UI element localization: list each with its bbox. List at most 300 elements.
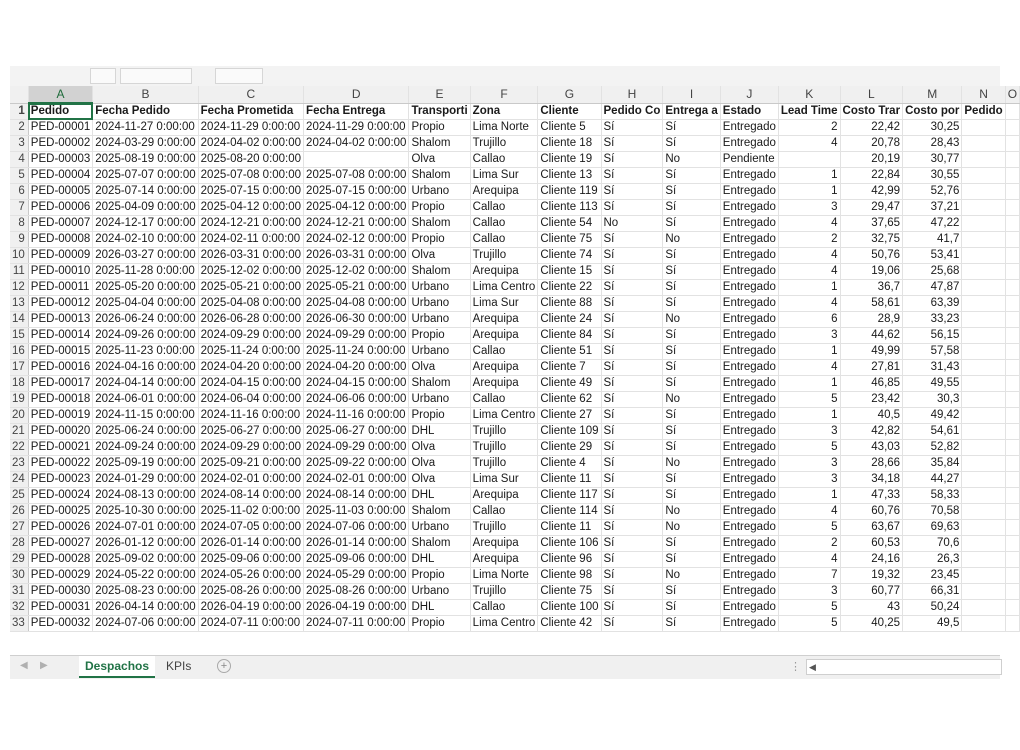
table-cell[interactable]: Sí — [601, 456, 663, 472]
table-cell[interactable]: Cliente 29 — [538, 440, 601, 456]
row-number[interactable]: 16 — [10, 344, 28, 360]
table-cell[interactable]: 2024-11-16 0:00:00 — [198, 408, 303, 424]
table-cell[interactable]: 24,16 — [840, 552, 903, 568]
table-cell[interactable] — [962, 568, 1005, 584]
table-cell[interactable]: 2024-05-29 0:00:00 — [304, 568, 409, 584]
table-cell[interactable]: Sí — [663, 408, 720, 424]
table-cell[interactable] — [962, 584, 1005, 600]
table-cell[interactable]: 50,24 — [903, 600, 962, 616]
table-cell[interactable]: Sí — [663, 584, 720, 600]
table-cell[interactable]: Trujillo — [470, 248, 538, 264]
table-cell[interactable]: Sí — [601, 504, 663, 520]
table-cell[interactable]: 2024-12-17 0:00:00 — [93, 216, 198, 232]
row-number[interactable]: 26 — [10, 504, 28, 520]
table-cell[interactable] — [1005, 408, 1019, 424]
table-cell[interactable]: Cliente 22 — [538, 280, 601, 296]
table-cell[interactable]: Cliente 13 — [538, 168, 601, 184]
table-cell[interactable]: Cliente 109 — [538, 424, 601, 440]
table-cell[interactable]: Cliente 96 — [538, 552, 601, 568]
table-cell[interactable] — [1005, 264, 1019, 280]
table-cell[interactable]: 2026-03-31 0:00:00 — [198, 248, 303, 264]
table-cell[interactable]: Sí — [663, 424, 720, 440]
table-cell[interactable]: Entregado — [720, 408, 778, 424]
table-cell[interactable] — [962, 472, 1005, 488]
table-cell[interactable]: 52,76 — [903, 184, 962, 200]
column-header[interactable]: B — [93, 86, 198, 103]
table-cell[interactable] — [962, 520, 1005, 536]
table-cell[interactable] — [1005, 392, 1019, 408]
table-cell[interactable]: 2024-05-26 0:00:00 — [198, 568, 303, 584]
table-cell[interactable]: Lima Norte — [470, 568, 538, 584]
table-cell[interactable]: Sí — [601, 136, 663, 152]
horizontal-scrollbar[interactable] — [806, 659, 1002, 675]
table-cell[interactable]: 3 — [778, 472, 840, 488]
table-cell[interactable]: No — [663, 520, 720, 536]
table-cell[interactable]: Sí — [601, 440, 663, 456]
table-cell[interactable]: 50,76 — [840, 248, 903, 264]
table-cell[interactable]: Cliente 100 — [538, 600, 601, 616]
table-cell[interactable]: Arequipa — [470, 488, 538, 504]
table-cell[interactable]: Entregado — [720, 248, 778, 264]
table-cell[interactable]: 5 — [778, 600, 840, 616]
table-cell[interactable]: 1 — [778, 408, 840, 424]
row-number[interactable]: 19 — [10, 392, 28, 408]
table-cell[interactable]: 2024-05-22 0:00:00 — [93, 568, 198, 584]
table-cell[interactable]: Entregado — [720, 504, 778, 520]
column-header[interactable]: J — [720, 86, 778, 103]
table-cell[interactable]: No — [663, 568, 720, 584]
row-number[interactable]: 5 — [10, 168, 28, 184]
row-number[interactable]: 7 — [10, 200, 28, 216]
column-header[interactable]: I — [663, 86, 720, 103]
table-cell[interactable]: 4 — [778, 216, 840, 232]
table-cell[interactable]: Propio — [409, 328, 470, 344]
table-cell[interactable]: 2024-04-16 0:00:00 — [93, 360, 198, 376]
table-cell[interactable]: Entregado — [720, 392, 778, 408]
table-cell[interactable]: Sí — [663, 328, 720, 344]
table-cell[interactable] — [962, 168, 1005, 184]
table-cell[interactable]: Sí — [601, 616, 663, 632]
table-cell[interactable]: 2024-07-05 0:00:00 — [198, 520, 303, 536]
row-number[interactable]: 10 — [10, 248, 28, 264]
table-cell[interactable]: 6 — [778, 312, 840, 328]
table-cell[interactable]: 58,33 — [903, 488, 962, 504]
ribbon-tab[interactable] — [215, 68, 263, 84]
column-header[interactable]: C — [198, 86, 303, 103]
table-cell[interactable]: 2025-09-06 0:00:00 — [198, 552, 303, 568]
table-cell[interactable]: Sí — [601, 536, 663, 552]
table-cell[interactable] — [962, 488, 1005, 504]
table-cell[interactable]: 49,99 — [840, 344, 903, 360]
table-cell[interactable]: 2024-02-12 0:00:00 — [304, 232, 409, 248]
table-cell[interactable] — [1005, 152, 1019, 168]
table-cell[interactable] — [1005, 360, 1019, 376]
table-cell[interactable]: Entregado — [720, 440, 778, 456]
table-cell[interactable]: Olva — [409, 472, 470, 488]
table-cell[interactable]: Sí — [601, 600, 663, 616]
table-cell[interactable]: PED-00030 — [28, 584, 92, 600]
table-cell[interactable]: 1 — [778, 280, 840, 296]
table-cell[interactable]: 1 — [778, 488, 840, 504]
table-cell[interactable]: 2025-12-02 0:00:00 — [198, 264, 303, 280]
table-cell[interactable]: Sí — [663, 248, 720, 264]
table-cell[interactable]: 4 — [778, 264, 840, 280]
table-cell[interactable] — [962, 616, 1005, 632]
table-cell[interactable]: No — [663, 456, 720, 472]
table-cell[interactable]: Entregado — [720, 360, 778, 376]
table-cell[interactable]: 2024-04-02 0:00:00 — [304, 136, 409, 152]
table-cell[interactable] — [778, 152, 840, 168]
table-cell[interactable]: Callao — [470, 344, 538, 360]
row-number[interactable]: 28 — [10, 536, 28, 552]
table-cell[interactable]: Entregado — [720, 136, 778, 152]
table-cell[interactable]: 2025-07-08 0:00:00 — [198, 168, 303, 184]
table-cell[interactable]: 2026-01-14 0:00:00 — [198, 536, 303, 552]
table-cell[interactable]: Cliente 117 — [538, 488, 601, 504]
table-cell[interactable]: 2024-09-29 0:00:00 — [198, 440, 303, 456]
table-cell[interactable]: 4 — [778, 136, 840, 152]
table-cell[interactable] — [962, 232, 1005, 248]
header-cell[interactable]: Estado — [720, 103, 778, 120]
header-cell[interactable]: Pedido — [28, 103, 92, 120]
table-cell[interactable]: PED-00032 — [28, 616, 92, 632]
table-cell[interactable]: Cliente 11 — [538, 472, 601, 488]
table-cell[interactable]: 1 — [778, 376, 840, 392]
table-cell[interactable]: Cliente 51 — [538, 344, 601, 360]
table-cell[interactable] — [962, 248, 1005, 264]
table-cell[interactable]: 20,78 — [840, 136, 903, 152]
table-cell[interactable]: PED-00017 — [28, 376, 92, 392]
table-cell[interactable]: Arequipa — [470, 328, 538, 344]
table-cell[interactable]: 2024-04-02 0:00:00 — [198, 136, 303, 152]
table-cell[interactable] — [1005, 488, 1019, 504]
table-cell[interactable]: PED-00023 — [28, 472, 92, 488]
table-cell[interactable] — [1005, 456, 1019, 472]
table-cell[interactable]: Olva — [409, 440, 470, 456]
table-cell[interactable]: 2024-04-15 0:00:00 — [198, 376, 303, 392]
table-cell[interactable]: DHL — [409, 488, 470, 504]
table-cell[interactable]: PED-00008 — [28, 232, 92, 248]
table-cell[interactable]: Shalom — [409, 264, 470, 280]
table-cell[interactable]: Shalom — [409, 216, 470, 232]
table-cell[interactable]: Trujillo — [470, 520, 538, 536]
row-number[interactable]: 32 — [10, 600, 28, 616]
table-cell[interactable]: Lima Norte — [470, 120, 538, 136]
table-cell[interactable]: 2026-03-27 0:00:00 — [93, 248, 198, 264]
table-cell[interactable]: 47,87 — [903, 280, 962, 296]
table-cell[interactable]: Sí — [663, 296, 720, 312]
table-cell[interactable]: 37,21 — [903, 200, 962, 216]
table-cell[interactable]: Cliente 62 — [538, 392, 601, 408]
table-cell[interactable]: Cliente 7 — [538, 360, 601, 376]
row-number[interactable]: 14 — [10, 312, 28, 328]
row-number[interactable]: 15 — [10, 328, 28, 344]
table-cell[interactable]: Trujillo — [470, 136, 538, 152]
table-cell[interactable]: Sí — [663, 216, 720, 232]
table-cell[interactable]: 34,18 — [840, 472, 903, 488]
table-cell[interactable]: 2024-07-06 0:00:00 — [93, 616, 198, 632]
table-cell[interactable]: 2025-09-22 0:00:00 — [304, 456, 409, 472]
table-cell[interactable]: PED-00009 — [28, 248, 92, 264]
column-header[interactable]: N — [962, 86, 1005, 103]
cell-grid[interactable] — [10, 86, 1020, 632]
table-cell[interactable] — [1005, 584, 1019, 600]
row-number[interactable]: 27 — [10, 520, 28, 536]
table-cell[interactable]: PED-00007 — [28, 216, 92, 232]
table-cell[interactable]: 2 — [778, 232, 840, 248]
table-cell[interactable]: 43 — [840, 600, 903, 616]
table-cell[interactable]: PED-00011 — [28, 280, 92, 296]
table-cell[interactable]: 42,82 — [840, 424, 903, 440]
grid-table[interactable] — [10, 86, 1020, 632]
table-cell[interactable]: 2024-11-29 0:00:00 — [304, 120, 409, 136]
table-cell[interactable]: Pendiente — [720, 152, 778, 168]
table-cell[interactable]: 2024-04-14 0:00:00 — [93, 376, 198, 392]
table-cell[interactable]: Cliente 74 — [538, 248, 601, 264]
table-cell[interactable]: 69,63 — [903, 520, 962, 536]
table-cell[interactable]: 2024-04-20 0:00:00 — [198, 360, 303, 376]
header-cell[interactable] — [1005, 103, 1019, 120]
table-cell[interactable]: 2025-07-08 0:00:00 — [304, 168, 409, 184]
column-header[interactable]: K — [778, 86, 840, 103]
table-cell[interactable]: PED-00014 — [28, 328, 92, 344]
table-cell[interactable]: 30,25 — [903, 120, 962, 136]
table-cell[interactable]: Sí — [601, 552, 663, 568]
table-cell[interactable]: Propio — [409, 568, 470, 584]
header-cell[interactable]: Pedido Co — [601, 103, 663, 120]
table-cell[interactable]: 2024-07-01 0:00:00 — [93, 520, 198, 536]
table-cell[interactable]: Entregado — [720, 488, 778, 504]
table-cell[interactable] — [962, 136, 1005, 152]
table-cell[interactable]: Trujillo — [470, 424, 538, 440]
table-cell[interactable]: Sí — [663, 344, 720, 360]
table-cell[interactable]: Entregado — [720, 520, 778, 536]
table-cell[interactable]: Sí — [601, 520, 663, 536]
table-cell[interactable]: Sí — [601, 344, 663, 360]
table-cell[interactable]: PED-00025 — [28, 504, 92, 520]
table-cell[interactable]: 26,3 — [903, 552, 962, 568]
table-cell[interactable]: Entregado — [720, 472, 778, 488]
table-cell[interactable]: 5 — [778, 616, 840, 632]
row-number[interactable]: 3 — [10, 136, 28, 152]
table-cell[interactable] — [1005, 536, 1019, 552]
table-cell[interactable]: Sí — [601, 584, 663, 600]
table-cell[interactable]: PED-00005 — [28, 184, 92, 200]
table-cell[interactable]: Sí — [601, 408, 663, 424]
table-cell[interactable]: 2026-04-19 0:00:00 — [304, 600, 409, 616]
table-cell[interactable]: 53,41 — [903, 248, 962, 264]
table-cell[interactable]: 2025-08-20 0:00:00 — [198, 152, 303, 168]
scroll-left-icon[interactable]: ◀ — [20, 660, 28, 671]
table-cell[interactable]: Shalom — [409, 504, 470, 520]
table-cell[interactable]: 63,67 — [840, 520, 903, 536]
table-cell[interactable]: 35,84 — [903, 456, 962, 472]
table-cell[interactable]: PED-00021 — [28, 440, 92, 456]
table-cell[interactable]: Cliente 75 — [538, 232, 601, 248]
table-cell[interactable]: 2026-06-30 0:00:00 — [304, 312, 409, 328]
table-cell[interactable]: Sí — [601, 472, 663, 488]
table-cell[interactable]: Arequipa — [470, 264, 538, 280]
table-cell[interactable]: 31,43 — [903, 360, 962, 376]
table-cell[interactable]: Sí — [663, 376, 720, 392]
table-cell[interactable]: Callao — [470, 600, 538, 616]
table-cell[interactable]: Urbano — [409, 312, 470, 328]
table-cell[interactable]: 2024-01-29 0:00:00 — [93, 472, 198, 488]
column-header[interactable]: A — [28, 86, 92, 103]
table-cell[interactable]: No — [601, 216, 663, 232]
table-cell[interactable]: 2026-04-19 0:00:00 — [198, 600, 303, 616]
table-cell[interactable]: Urbano — [409, 392, 470, 408]
table-cell[interactable]: 2024-09-24 0:00:00 — [93, 440, 198, 456]
table-cell[interactable]: Olva — [409, 152, 470, 168]
table-cell[interactable]: 2024-09-26 0:00:00 — [93, 328, 198, 344]
column-header[interactable]: E — [409, 86, 470, 103]
table-cell[interactable]: Cliente 54 — [538, 216, 601, 232]
table-cell[interactable] — [962, 200, 1005, 216]
table-cell[interactable] — [1005, 504, 1019, 520]
table-cell[interactable]: Sí — [601, 392, 663, 408]
table-cell[interactable]: Sí — [601, 152, 663, 168]
column-header[interactable]: G — [538, 86, 601, 103]
table-cell[interactable]: 19,06 — [840, 264, 903, 280]
table-cell[interactable]: 3 — [778, 424, 840, 440]
table-cell[interactable]: 22,42 — [840, 120, 903, 136]
column-header[interactable]: D — [304, 86, 409, 103]
table-cell[interactable]: Sí — [663, 488, 720, 504]
table-cell[interactable]: Cliente 18 — [538, 136, 601, 152]
table-cell[interactable]: 4 — [778, 552, 840, 568]
table-cell[interactable]: Entregado — [720, 344, 778, 360]
table-cell[interactable]: PED-00024 — [28, 488, 92, 504]
row-number[interactable]: 9 — [10, 232, 28, 248]
table-cell[interactable]: Arequipa — [470, 536, 538, 552]
table-cell[interactable] — [1005, 280, 1019, 296]
table-cell[interactable]: Callao — [470, 216, 538, 232]
table-cell[interactable]: Entregado — [720, 280, 778, 296]
column-header[interactable]: M — [903, 86, 962, 103]
table-cell[interactable]: 1 — [778, 184, 840, 200]
header-cell[interactable]: Fecha Entrega — [304, 103, 409, 120]
table-cell[interactable]: PED-00020 — [28, 424, 92, 440]
table-cell[interactable]: Sí — [601, 360, 663, 376]
table-cell[interactable]: Propio — [409, 232, 470, 248]
add-sheet-icon[interactable]: + — [217, 659, 231, 673]
table-cell[interactable]: Sí — [663, 536, 720, 552]
table-cell[interactable]: 2025-04-08 0:00:00 — [198, 296, 303, 312]
table-cell[interactable] — [1005, 120, 1019, 136]
table-cell[interactable]: 2025-06-27 0:00:00 — [304, 424, 409, 440]
table-cell[interactable]: 2025-12-02 0:00:00 — [304, 264, 409, 280]
table-cell[interactable]: Entregado — [720, 328, 778, 344]
table-cell[interactable] — [962, 312, 1005, 328]
table-cell[interactable]: 4 — [778, 504, 840, 520]
table-cell[interactable]: 44,27 — [903, 472, 962, 488]
table-cell[interactable]: Olva — [409, 456, 470, 472]
table-cell[interactable]: Sí — [663, 616, 720, 632]
table-cell[interactable]: 2024-03-29 0:00:00 — [93, 136, 198, 152]
table-cell[interactable] — [1005, 616, 1019, 632]
table-cell[interactable]: 2025-05-20 0:00:00 — [93, 280, 198, 296]
table-cell[interactable]: 2025-10-30 0:00:00 — [93, 504, 198, 520]
table-cell[interactable]: 60,76 — [840, 504, 903, 520]
table-cell[interactable]: 2025-06-24 0:00:00 — [93, 424, 198, 440]
table-cell[interactable]: Arequipa — [470, 184, 538, 200]
table-cell[interactable]: Trujillo — [470, 456, 538, 472]
table-cell[interactable]: 2024-07-11 0:00:00 — [198, 616, 303, 632]
column-header[interactable]: F — [470, 86, 538, 103]
table-cell[interactable]: Urbano — [409, 280, 470, 296]
table-cell[interactable]: Cliente 5 — [538, 120, 601, 136]
table-cell[interactable] — [1005, 328, 1019, 344]
table-cell[interactable]: Sí — [663, 440, 720, 456]
ribbon-tab[interactable] — [120, 68, 192, 84]
table-cell[interactable]: 25,68 — [903, 264, 962, 280]
header-cell[interactable]: Zona — [470, 103, 538, 120]
table-cell[interactable]: Sí — [601, 200, 663, 216]
table-cell[interactable]: 2024-09-29 0:00:00 — [198, 328, 303, 344]
table-cell[interactable]: 2025-08-26 0:00:00 — [304, 584, 409, 600]
table-cell[interactable]: 33,23 — [903, 312, 962, 328]
row-number[interactable]: 11 — [10, 264, 28, 280]
table-cell[interactable]: Shalom — [409, 376, 470, 392]
table-cell[interactable]: Entregado — [720, 264, 778, 280]
table-cell[interactable]: 2025-07-14 0:00:00 — [93, 184, 198, 200]
header-cell[interactable]: Lead Time — [778, 103, 840, 120]
table-cell[interactable]: 2024-12-21 0:00:00 — [304, 216, 409, 232]
row-number[interactable]: 13 — [10, 296, 28, 312]
table-cell[interactable] — [1005, 440, 1019, 456]
header-cell[interactable]: Costo por — [903, 103, 962, 120]
table-cell[interactable]: 2024-09-29 0:00:00 — [304, 328, 409, 344]
table-cell[interactable]: Lima Sur — [470, 472, 538, 488]
table-cell[interactable]: Shalom — [409, 536, 470, 552]
table-cell[interactable] — [962, 216, 1005, 232]
table-cell[interactable] — [962, 376, 1005, 392]
table-cell[interactable]: 2025-11-28 0:00:00 — [93, 264, 198, 280]
table-cell[interactable]: Sí — [663, 360, 720, 376]
table-cell[interactable]: 2024-02-10 0:00:00 — [93, 232, 198, 248]
table-cell[interactable]: Entregado — [720, 296, 778, 312]
table-cell[interactable]: 2024-12-21 0:00:00 — [198, 216, 303, 232]
table-cell[interactable]: PED-00001 — [28, 120, 92, 136]
table-cell[interactable]: Cliente 42 — [538, 616, 601, 632]
table-cell[interactable]: Propio — [409, 408, 470, 424]
table-cell[interactable]: 28,43 — [903, 136, 962, 152]
table-cell[interactable]: Shalom — [409, 136, 470, 152]
table-cell[interactable]: Sí — [601, 120, 663, 136]
table-cell[interactable]: 2024-02-01 0:00:00 — [198, 472, 303, 488]
table-cell[interactable]: 2024-09-29 0:00:00 — [304, 440, 409, 456]
table-cell[interactable] — [1005, 232, 1019, 248]
table-cell[interactable] — [1005, 184, 1019, 200]
table-cell[interactable]: Cliente 27 — [538, 408, 601, 424]
table-cell[interactable]: Lima Centro — [470, 616, 538, 632]
table-cell[interactable]: Sí — [663, 184, 720, 200]
table-cell[interactable]: Cliente 84 — [538, 328, 601, 344]
table-cell[interactable] — [1005, 168, 1019, 184]
header-cell[interactable]: Cliente — [538, 103, 601, 120]
table-cell[interactable] — [962, 120, 1005, 136]
table-cell[interactable] — [1005, 472, 1019, 488]
ribbon-tab[interactable] — [90, 68, 116, 84]
table-cell[interactable]: Entregado — [720, 600, 778, 616]
column-header[interactable]: L — [840, 86, 903, 103]
table-cell[interactable] — [962, 296, 1005, 312]
row-number[interactable]: 4 — [10, 152, 28, 168]
table-cell[interactable]: 19,32 — [840, 568, 903, 584]
table-cell[interactable]: PED-00029 — [28, 568, 92, 584]
row-number[interactable]: 18 — [10, 376, 28, 392]
